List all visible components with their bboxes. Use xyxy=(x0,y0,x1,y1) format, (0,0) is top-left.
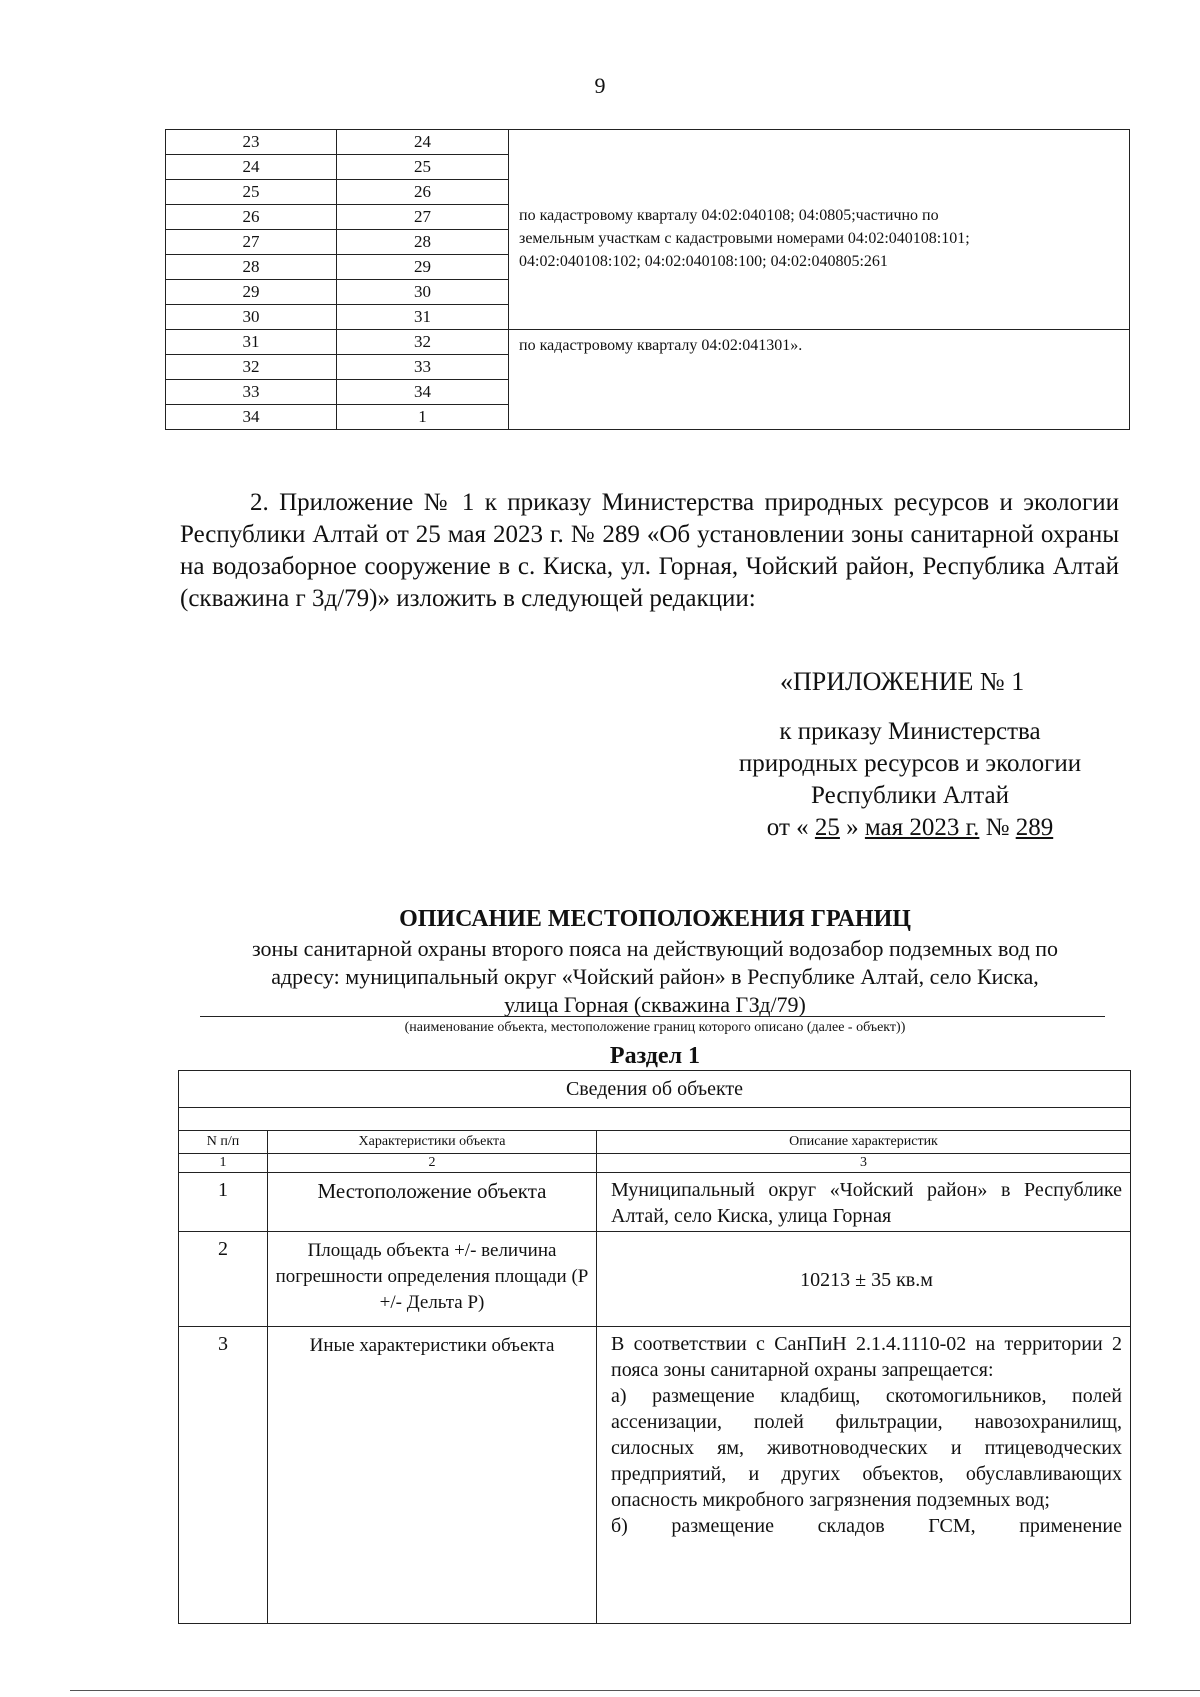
point-to: 32 xyxy=(337,330,509,355)
col-header-characteristic: Характеристики объекта xyxy=(268,1131,597,1154)
point-to: 25 xyxy=(337,155,509,180)
amendment-paragraph: 2. Приложение № 1 к приказу Министерства природных ресурсов и экологии Республики Алтай от 25 мая 2023 г. № 289 «Об установлении зоны санитарной охраны на водозаборное сооружение в с. Киска, ул. Горная, Чойский район, Республика Алтай (скважина г 3д/79)» изложить в следующей редакции: xyxy=(180,489,1119,612)
appendix-line-1: к приказу Министерства xyxy=(779,718,1041,745)
table-row xyxy=(166,330,1130,355)
row-number: 3 xyxy=(179,1327,268,1624)
appendix-block xyxy=(700,716,1120,844)
point-to: 34 xyxy=(337,380,509,405)
blank-row xyxy=(179,1108,1131,1131)
row-characteristic: Площадь объекта +/- величина погрешности определения площади (Р +/- Дельта Р) xyxy=(268,1232,597,1327)
table-row xyxy=(179,1173,1131,1232)
table-row xyxy=(166,130,1130,155)
object-info-table xyxy=(178,1070,1131,1624)
row-description: Муниципальный округ «Чойский район» в Республике Алтай, село Киска, улица Горная xyxy=(597,1173,1131,1232)
appendix-date: от « 25 » мая 2023 г. № 289 xyxy=(766,814,1054,841)
boundary-description-2: по кадастровому кварталу 04:02:041301». xyxy=(509,330,1130,430)
appendix-line-2: природных ресурсов и экологии xyxy=(738,750,1082,777)
footer-rule xyxy=(70,1690,1200,1691)
col-number: 2 xyxy=(268,1154,597,1173)
boundary-description-1: по кадастровому кварталу 04:02:040108; 04:0805;частично по земельным участкам с кадастровыми номерами 04:02:040108:101; 04:02:040108:102; 04:02:040108:100; 04:02:040805:261 xyxy=(509,130,1130,330)
point-to: 1 xyxy=(337,405,509,430)
document-title: ОПИСАНИЕ МЕСТОПОЛОЖЕНИЯ ГРАНИЦ xyxy=(399,906,911,932)
point-to: 30 xyxy=(337,280,509,305)
point-to: 26 xyxy=(337,180,509,205)
point-from: 25 xyxy=(166,180,337,205)
point-from: 32 xyxy=(166,355,337,380)
point-to: 24 xyxy=(337,130,509,155)
point-from: 27 xyxy=(166,230,337,255)
table-row xyxy=(179,1232,1131,1327)
document-subtitle: зоны санитарной охраны второго пояса на действующий водозабор подземных вод по адресу: муниципальный округ «Чойский район» в Республике Алтай, село Киска, улица Горная (скважина ГЗд/79) xyxy=(251,936,1059,1017)
section-title: Раздел 1 xyxy=(609,1043,701,1069)
boundary-points-table xyxy=(165,129,1130,430)
point-from: 33 xyxy=(166,380,337,405)
title-underline xyxy=(200,1016,1105,1017)
point-from: 31 xyxy=(166,330,337,355)
point-from: 29 xyxy=(166,280,337,305)
point-from: 28 xyxy=(166,255,337,280)
point-to: 28 xyxy=(337,230,509,255)
row-description: 10213 ± 35 кв.м xyxy=(597,1232,1131,1327)
appendix-line-3: Республики Алтай xyxy=(811,782,1009,809)
table-row xyxy=(179,1327,1131,1624)
point-to: 33 xyxy=(337,355,509,380)
point-from: 34 xyxy=(166,405,337,430)
point-from: 24 xyxy=(166,155,337,180)
point-from: 23 xyxy=(166,130,337,155)
point-from: 26 xyxy=(166,205,337,230)
col-number: 3 xyxy=(597,1154,1131,1173)
row-characteristic: Иные характеристики объекта xyxy=(268,1327,597,1624)
col-header-number: N п/п xyxy=(179,1131,268,1154)
appendix-number: 289 xyxy=(1015,814,1054,841)
appendix-title: «ПРИЛОЖЕНИЕ № 1 xyxy=(780,667,1025,696)
appendix-date-day: 25 xyxy=(814,814,840,841)
col-header-description: Описание характеристик xyxy=(597,1131,1131,1154)
page-number: 9 xyxy=(594,73,606,98)
table-header: Сведения об объекте xyxy=(179,1071,1131,1108)
row-number: 2 xyxy=(179,1232,268,1327)
row-number: 1 xyxy=(179,1173,268,1232)
object-caption: (наименование объекта, местоположение границ которого описано (далее - объект)) xyxy=(404,1020,906,1035)
point-to: 31 xyxy=(337,305,509,330)
col-number: 1 xyxy=(179,1154,268,1173)
appendix-date-month-year: мая 2023 г. xyxy=(864,814,980,841)
row-characteristic: Местоположение объекта xyxy=(268,1173,597,1232)
row-description: В соответствии с СанПиН 2.1.4.1110-02 на территории 2 пояса зоны санитарной охраны запрещается: а) размещение кладбищ, скотомогильников, полей ассенизации, полей фильтрации, навозохранилищ, силосных ям, животноводческих и птицеводческих предприятий, и других объектов, обуславливающих опасность микробного загрязнения подземных вод; б) размещение складов ГСМ, применение xyxy=(597,1327,1131,1624)
point-from: 30 xyxy=(166,305,337,330)
point-to: 29 xyxy=(337,255,509,280)
point-to: 27 xyxy=(337,205,509,230)
